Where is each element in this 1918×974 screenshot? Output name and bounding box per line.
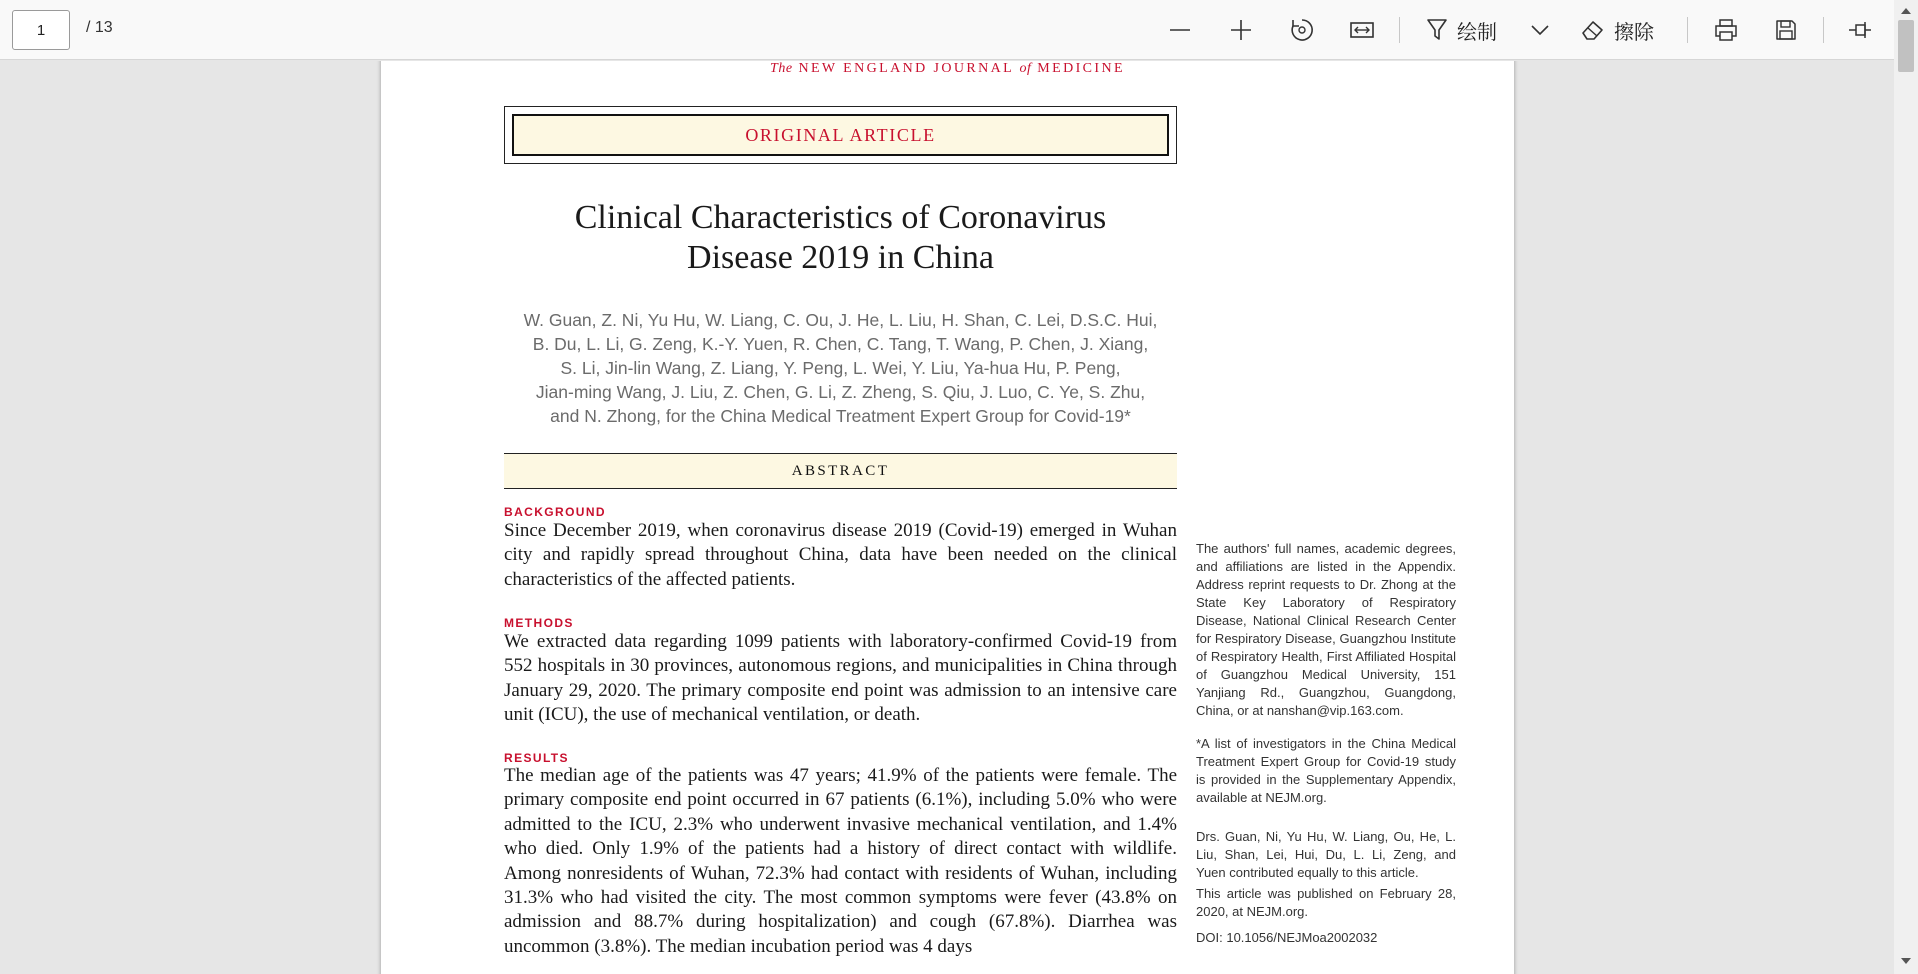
author-line: and N. Zhong, for the China Medical Treatment Expert Group for Covid-19* (550, 406, 1131, 426)
author-line: W. Guan, Z. Ni, Yu Hu, W. Liang, C. Ou, J. He, L. Liu, H. Shan, C. Lei, D.S.C. Hui, (523, 310, 1158, 330)
author-info-note: The authors' full names, academic degrees, and affiliations are listed in the Appendix. Address reprint requests to Dr. Zhong at the State Key Laboratory of Respiratory Disease, National Clinical Research Center for Respiratory Disease, Guangzhou Institute of Respiratory Health, First Affiliated Hospital of Guangzhou Medical University, 151 Yanjiang Rd., Guangzhou, Guangdong, China, or at nanshan@vip.163.com. (1196, 541, 1456, 718)
author-line: B. Du, L. Li, G. Zeng, K.-Y. Yuen, R. Chen, C. Tang, T. Wang, P. Chen, J. Xiang, (532, 334, 1149, 354)
scroll-down-arrow-icon[interactable] (1901, 958, 1911, 964)
results-heading: RESULTS (504, 751, 569, 765)
draw-button[interactable] (1425, 12, 1497, 48)
minus-icon (1168, 18, 1192, 42)
author-list (504, 308, 1177, 428)
vertical-scrollbar[interactable] (1894, 0, 1918, 974)
doi-note: DOI: 10.1056/NEJMoa2002032 (1196, 930, 1378, 945)
journal-name-part1: NEW ENGLAND JOURNAL (798, 61, 1014, 76)
draw-options-dropdown[interactable] (1528, 12, 1552, 48)
abstract-heading: ABSTRACT (504, 453, 1177, 489)
article-title (504, 198, 1177, 278)
document-viewport[interactable] (0, 61, 1894, 974)
investigators-note: *A list of investigators in the China Medical Treatment Expert Group for Covid-19 study is provided in the Supplementary Appendix, available at NEJM.org. (1196, 736, 1456, 805)
article-type-label: ORIGINAL ARTICLE (512, 114, 1169, 156)
journal-the: The (770, 61, 793, 76)
rotate-button[interactable] (1288, 12, 1316, 48)
author-line: S. Li, Jin-lin Wang, Z. Liang, Y. Peng, L. Wei, Y. Liu, Ya-hua Hu, P. Peng, (560, 358, 1121, 378)
toolbar-separator (1399, 17, 1400, 43)
print-button[interactable] (1712, 12, 1740, 48)
pin-icon (1847, 19, 1873, 41)
methods-heading: METHODS (504, 616, 574, 630)
journal-name-part2: MEDICINE (1037, 61, 1125, 76)
page-total-label: / 13 (86, 19, 113, 36)
toolbar-separator (1823, 17, 1824, 43)
journal-header (381, 61, 1514, 77)
page-number-input[interactable] (12, 10, 70, 50)
scroll-up-arrow-icon[interactable] (1901, 8, 1911, 14)
article-type-box (504, 106, 1177, 164)
methods-text: We extracted data regarding 1099 patients with laboratory-confirmed Covid-19 from 552 hospitals in 30 provinces, autonomous regions, and municipalities in China through January 29, 2020. The primary composite end point was admission to an intensive care unit (ICU), the use of mechanical ventilation, or death. (504, 631, 1177, 726)
printer-icon (1713, 17, 1739, 43)
erase-label: 擦除 (1614, 19, 1654, 44)
title-line: Clinical Characteristics of Coronavirus (574, 199, 1107, 236)
fit-width-icon (1349, 19, 1375, 41)
equal-contribution-note: Drs. Guan, Ni, Yu Hu, W. Liang, Ou, He, L. Liu, Shan, Lei, Hui, Du, L. Li, Zeng, and Yuen contributed equally to this article. (1196, 829, 1456, 880)
title-line: Disease 2019 in China (687, 239, 994, 276)
author-line: Jian-ming Wang, J. Liu, Z. Chen, G. Li, Z. Zheng, S. Qiu, J. Luo, C. Ye, S. Zhu, (535, 382, 1146, 402)
zoom-in-button[interactable] (1227, 12, 1255, 48)
zoom-out-button[interactable] (1166, 12, 1194, 48)
pin-toolbar-button[interactable] (1846, 12, 1874, 48)
journal-of: of (1019, 61, 1032, 76)
eraser-icon (1580, 18, 1606, 42)
erase-button[interactable] (1580, 12, 1654, 48)
plus-icon (1229, 18, 1253, 42)
save-icon (1774, 18, 1798, 42)
pdf-toolbar (0, 0, 1918, 60)
scrollbar-thumb[interactable] (1898, 20, 1914, 72)
background-heading: BACKGROUND (504, 505, 606, 519)
toolbar-separator (1687, 17, 1688, 43)
background-text: Since December 2019, when coronavirus disease 2019 (Covid-19) emerged in Wuhan city and rapidly spread throughout China, data have been needed on the clinical characteristics of the affected patients. (504, 520, 1177, 590)
draw-label: 绘制 (1457, 19, 1497, 44)
draw-pen-icon (1425, 17, 1449, 43)
save-button[interactable] (1772, 12, 1800, 48)
chevron-down-icon (1530, 23, 1550, 37)
results-text: The median age of the patients was 47 years; 41.9% of the patients were female. The primary composite end point occurred in 67 patients (6.1%), including 5.0% who were admitted to the ICU, 2.3% who underwent invasive mechanical ventilation, and 1.4% who died. Only 1.9% of the patients had a history of direct contact with wildlife. Among nonresidents of Wuhan, 72.3% had contact with residents of Wuhan, including 31.3% who had visited the city. The most common symptoms were fever (43.8% on admission and 88.7% during hospitalization) and cough (67.8%). Diarrhea was uncommon (3.8%). The median incubation period was 4 days (504, 765, 1177, 957)
rotate-icon (1289, 17, 1315, 43)
pdf-page (381, 61, 1514, 974)
publication-note: This article was published on February 28, 2020, at NEJM.org. (1196, 886, 1456, 919)
fit-width-button[interactable] (1348, 12, 1376, 48)
